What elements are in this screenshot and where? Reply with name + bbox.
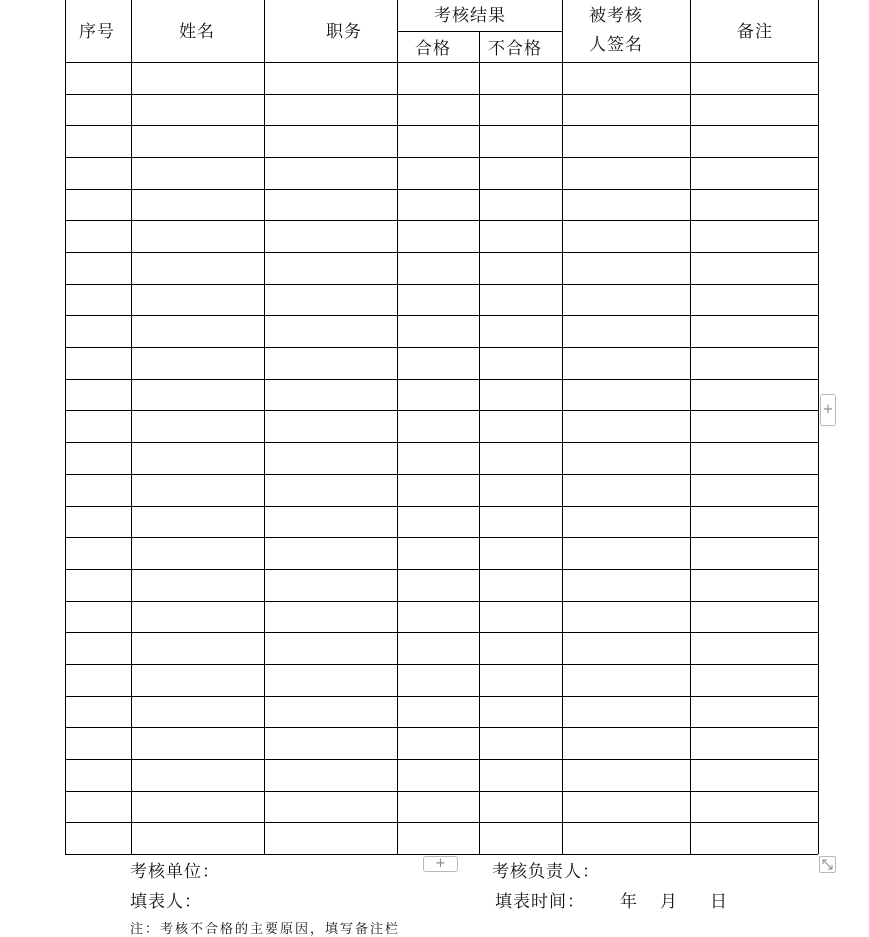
header-signature-line2: 人签名 bbox=[589, 35, 643, 55]
footnote: 注：考核不合格的主要原因，填写备注栏 bbox=[130, 922, 401, 937]
add-row-button[interactable] bbox=[423, 856, 458, 872]
header-seq: 序号 bbox=[79, 22, 115, 42]
plus-icon: + bbox=[435, 856, 446, 871]
header-remarks: 备注 bbox=[737, 22, 773, 42]
form-filler-label: 填表人： bbox=[130, 892, 202, 912]
header-signature-line1: 被考核 bbox=[589, 6, 643, 26]
assessment-leader-label: 考核负责人： bbox=[492, 862, 600, 882]
plus-icon: + bbox=[822, 402, 834, 417]
date-month: 月 bbox=[660, 892, 678, 912]
fill-date-label: 填表时间： bbox=[495, 892, 585, 912]
date-day: 日 bbox=[710, 892, 728, 912]
header-result: 考核结果 bbox=[434, 6, 506, 26]
header-name: 姓名 bbox=[179, 22, 215, 42]
date-year: 年 bbox=[620, 892, 638, 912]
table-resize-handle[interactable] bbox=[819, 856, 836, 873]
header-position: 职务 bbox=[326, 22, 362, 42]
resize-diagonal-icon bbox=[820, 857, 835, 872]
header-pass: 合格 bbox=[415, 39, 451, 59]
assessment-unit-label: 考核单位： bbox=[130, 862, 220, 882]
add-column-button[interactable] bbox=[820, 394, 836, 426]
header-fail: 不合格 bbox=[488, 39, 542, 59]
